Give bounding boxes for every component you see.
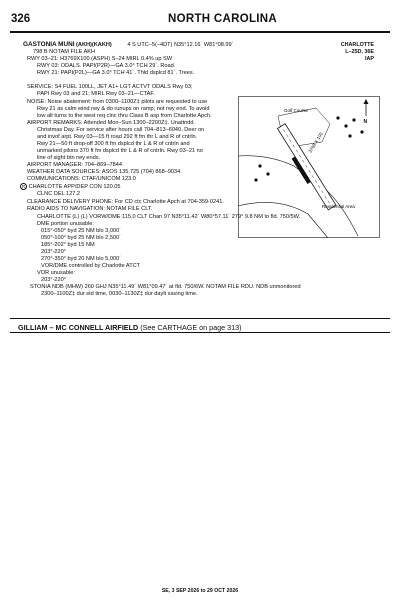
approach-line [20, 183, 120, 191]
airport-location: 4 S UTC–5(–4DT) N35°12.16´ W81°08.99´ [127, 42, 234, 48]
dme-unusable: DME portion unusable: [37, 221, 94, 227]
entry-divider [10, 318, 390, 319]
chart-meta [341, 42, 374, 63]
airport-diagram-svg [238, 96, 380, 238]
road-2 [238, 202, 328, 238]
elevation-line: 798 B NOTAM FILE AKH [33, 49, 96, 55]
airport-manager: AIRPORT MANAGER: 704–869–7844 [27, 162, 122, 168]
next-airport-name: GILLIAM – MC CONNELL AIRFIELD [18, 323, 139, 332]
remarks-6: line of sight btn rwy ends. [37, 155, 101, 161]
remarks-1: AIRPORT REMARKS: Attended Mon–Sun 1300–2200Z‡. Unattndd [27, 120, 194, 126]
dme-range-4: 203°-220° [41, 249, 67, 255]
clearance-frequency: CLNC DEL 127.2 [37, 191, 81, 197]
radar-icon: R [21, 184, 26, 189]
weather-sources: WEATHER DATA SOURCES: ASOS 135.725 (704) 868–9034. [27, 169, 182, 175]
page-header [0, 0, 400, 34]
airport-diagram [238, 96, 380, 238]
noise-2: Rwy 21 as calm wind rwy & do runups on ramp; not rwy end. To avoid [37, 106, 210, 112]
navaids-header: RADIO AIDS TO NAVIGATION: NOTAM FILE CLT. [27, 206, 153, 212]
north-arrow-icon [364, 99, 369, 116]
airport-ident: (AKH)(KAKH) [76, 42, 112, 48]
entry-divider-2 [10, 332, 390, 333]
dme-range-5: 270°-350° byd 20 NM blo 5,000´ [41, 256, 122, 262]
next-airport-reference: (See CARTHAGE on page 313) [140, 323, 242, 332]
runway [274, 124, 336, 212]
airport-name-line [23, 42, 233, 49]
vor-charlotte: CHARLOTTE (L) (L) VORW/DME 115.0 CLT Chan 97 N35°11.42´ W80°57.11´ 279° 9.8 NM to fld. 750/5W. [37, 214, 301, 220]
north-label: N [363, 119, 368, 125]
iap-label: IAP [365, 56, 374, 62]
dme-range-3: 185°-202° byd 15 NM [41, 242, 95, 248]
remarks-2: Christmas Day. For service after hours call 704–813–6040. Deer on [37, 127, 205, 133]
remarks-4: Rwy 21—50 ft drop-off 300 ft fm dsplcd thr L & R of cntrln and [37, 141, 190, 147]
chart-codes: L–25D, 36E [345, 49, 374, 55]
page-number: 326 [11, 13, 31, 25]
state-title: NORTH CAROLINA [168, 13, 277, 25]
golf-course-label: Golf Course [284, 108, 309, 113]
airport-name: GASTONIA MUNI [23, 41, 75, 48]
dme-range-1: 015°-050° byd 25 NM blo 3,000´ [41, 228, 122, 234]
vor-unusable: VOR unusable: [37, 270, 75, 276]
vor-controlled: VOR/DME controlled by Charlotte ATCT [41, 263, 141, 269]
service-cont: PAPI Rwy 03 and 21; MIRL Rwy 03–21—CTAF. [37, 91, 155, 97]
service: SERVICE: S4 FUEL 100LL, JET A1+ LGT ACTVT ODALS Rwy 03; [27, 84, 193, 90]
runway-21: RWY 21: PAPI(P2L)—GA 3.0° TCH 41´. Thld dsplcd 81´. Trees. [37, 70, 195, 76]
noise-3: low alt turns to the west req clnc thru Class B asp from Charlotte Apch. [37, 113, 212, 119]
ndb-hours: 2300–1100Z‡ dur std time, 0030–1130Z‡ dur daylt saving time. [41, 291, 198, 297]
header-rule [10, 31, 390, 33]
clearance-phone: CLEARANCE DELIVERY PHONE: For CD ctc Charlotte Apch at 704-359-0241. [27, 199, 224, 205]
remarks-3: and invof arpt. Rwy 03—15 ft road 292 ft fm thr L and R of cntrln. [37, 134, 198, 140]
dme-range-2: 050°-100° byd 25 NM blo 2,500´ [41, 235, 122, 241]
runway-summary: RWY 03–21: H3769X100 (ASPH) S–24 MIRL 0.4% up SW [27, 56, 173, 62]
runway-dimension-label: 3769 X 100 [307, 131, 324, 154]
residential-label: Residential Area [322, 204, 355, 209]
city-label: CHARLOTTE [340, 42, 374, 48]
runway-03: RWY 03: ODALS. PAPI(P2R)—GA 3.0° TCH 29´. Road. [37, 63, 176, 69]
remarks-5: unmarked pilons 370 ft fm dsplcd thr L & R of cntrln. Rwy 03–21 no [37, 148, 203, 154]
vor-range: 203°-220° [41, 277, 67, 283]
noise-1: NOISE: Noise abatement: from 0300–1100Z‡ pilots are requested to use [27, 99, 208, 105]
ndb-line: STONIA NDB (MHW) 260 GHJ N35°11.49´ W81°09.47´ at fld. 750/6W. NOTAM FILE RDU. NDB unmonitored [30, 284, 301, 290]
approach-frequency: CHARLOTTE APP/DEP CON 120.05 [28, 183, 121, 190]
effective-dates: SE, 3 SEP 2026 to 29 OCT 2026 [161, 588, 239, 594]
communications: COMMUNICATIONS: CTAF/UNICOM 123.0 [27, 176, 136, 182]
next-airport-entry [18, 323, 242, 332]
